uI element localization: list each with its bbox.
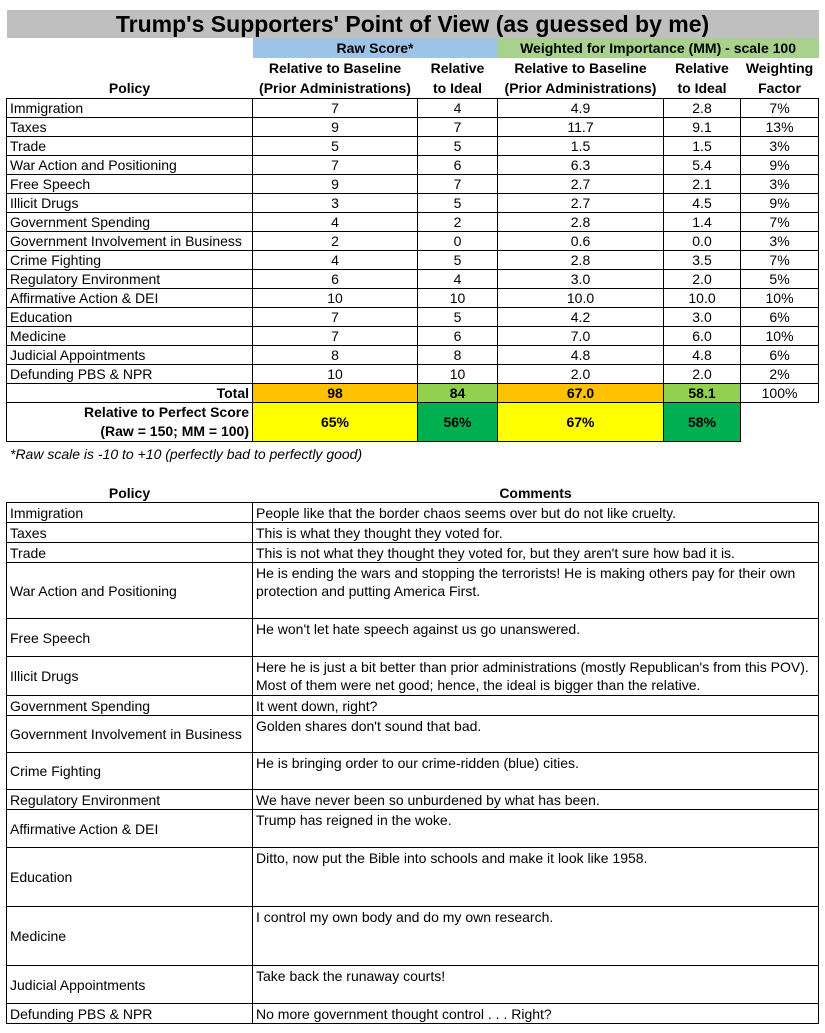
mm-baseline-cell: 11.7 — [498, 118, 664, 137]
mm-ideal-cell: 3.0 — [664, 308, 741, 327]
policy-cell: Affirmative Action & DEI — [7, 810, 253, 848]
mm-ideal-cell: 3.5 — [664, 251, 741, 270]
factor-cell: 7% — [741, 213, 819, 232]
list-item — [7, 907, 819, 966]
mm-baseline-cell: 1.5 — [498, 137, 664, 156]
raw-baseline-cell: 8 — [253, 346, 418, 365]
raw-baseline-cell: 3 — [253, 194, 418, 213]
mm-ideal-cell: 2.0 — [664, 365, 741, 384]
raw-baseline-cell: 4 — [253, 251, 418, 270]
list-item — [7, 716, 819, 753]
raw-ideal-cell: 4 — [418, 99, 498, 118]
factor-cell: 2% — [741, 365, 819, 384]
raw-ideal-header: Relative to Ideal — [430, 60, 485, 96]
raw-baseline-cell: 4 — [253, 213, 418, 232]
mm-ideal-cell: 6.0 — [664, 327, 741, 346]
policy-cell: Immigration — [7, 503, 253, 523]
policy-cell: Taxes — [7, 118, 253, 137]
list-item — [7, 503, 819, 523]
policy-cell: Immigration — [7, 99, 253, 118]
policy-cell: War Action and Positioning — [7, 563, 253, 619]
raw-baseline-cell: 7 — [253, 99, 418, 118]
table-row — [7, 156, 819, 175]
mm-ideal-cell: 4.5 — [664, 194, 741, 213]
comment-cell: We have never been so unburdened by what has been. — [253, 790, 819, 810]
table-row — [7, 251, 819, 270]
factor-cell: 3% — [741, 232, 819, 251]
policy-cell: Defunding PBS & NPR — [7, 1004, 253, 1024]
list-item — [7, 966, 819, 1004]
policy-cell: Judicial Appointments — [7, 346, 253, 365]
policy-cell: Illicit Drugs — [7, 657, 253, 696]
policy-cell: Crime Fighting — [7, 753, 253, 790]
comment-cell: People like that the border chaos seems over but do not like cruelty. — [253, 503, 819, 523]
mm-baseline-header: Relative to Baseline (Prior Administrations) — [504, 60, 657, 96]
policy-cell: Defunding PBS & NPR — [7, 365, 253, 384]
factor-cell: 5% — [741, 270, 819, 289]
raw-baseline-cell: 10 — [253, 289, 418, 308]
mm-baseline-cell: 2.8 — [498, 251, 664, 270]
perfect-score-label: Relative to Perfect Score (Raw = 150; MM = 100) — [7, 403, 253, 442]
policy-cell: Illicit Drugs — [7, 194, 253, 213]
policy-cell: Free Speech — [7, 619, 253, 657]
raw-score-header: Raw Score* — [253, 38, 498, 58]
policy-cell: Education — [7, 848, 253, 907]
mm-baseline-cell: 4.2 — [498, 308, 664, 327]
list-item — [7, 753, 819, 790]
comment-cell: I control my own body and do my own research. — [253, 907, 819, 966]
factor-cell: 6% — [741, 346, 819, 365]
policy-cell: Government Involvement in Business — [7, 232, 253, 251]
factor-header: Weighting Factor — [745, 60, 814, 96]
perfect-raw-ideal: 56% — [418, 403, 498, 442]
raw-ideal-cell: 10 — [418, 289, 498, 308]
mm-baseline-cell: 4.9 — [498, 99, 664, 118]
factor-cell: 13% — [741, 118, 819, 137]
comments-table — [6, 484, 819, 1024]
raw-ideal-cell: 5 — [418, 194, 498, 213]
comment-cell: It went down, right? — [253, 696, 819, 716]
factor-cell: 10% — [741, 289, 819, 308]
comment-cell: Golden shares don't sound that bad. — [253, 716, 819, 753]
total-raw-ideal: 84 — [418, 384, 498, 403]
table-row — [7, 137, 819, 156]
table-row — [7, 213, 819, 232]
raw-ideal-cell: 6 — [418, 327, 498, 346]
scores-table — [6, 10, 819, 442]
list-item — [7, 657, 819, 696]
policy-cell: War Action and Positioning — [7, 156, 253, 175]
comment-cell: He won't let hate speech against us go unanswered. — [253, 619, 819, 657]
comment-cell: No more government thought control . . . Right? — [253, 1004, 819, 1024]
mm-baseline-cell: 3.0 — [498, 270, 664, 289]
policy-column-header: Policy — [7, 484, 253, 503]
raw-baseline-cell: 7 — [253, 156, 418, 175]
comment-cell: Trump has reigned in the woke. — [253, 810, 819, 848]
list-item — [7, 790, 819, 810]
total-raw-baseline: 98 — [253, 384, 418, 403]
mm-ideal-cell: 2.8 — [664, 99, 741, 118]
raw-ideal-cell: 4 — [418, 270, 498, 289]
raw-baseline-cell: 5 — [253, 137, 418, 156]
table-row — [7, 118, 819, 137]
mm-ideal-cell: 10.0 — [664, 289, 741, 308]
list-item — [7, 1004, 819, 1024]
comment-cell: This is what they thought they voted for. — [253, 523, 819, 543]
policy-cell: Crime Fighting — [7, 251, 253, 270]
policy-cell: Taxes — [7, 523, 253, 543]
weighted-header: Weighted for Importance (MM) - scale 100 — [498, 38, 819, 58]
list-item — [7, 696, 819, 716]
raw-baseline-cell: 2 — [253, 232, 418, 251]
policy-cell: Government Involvement in Business — [7, 716, 253, 753]
raw-baseline-cell: 6 — [253, 270, 418, 289]
mm-baseline-cell: 2.7 — [498, 175, 664, 194]
policy-cell: Government Spending — [7, 213, 253, 232]
factor-cell: 3% — [741, 137, 819, 156]
factor-cell: 3% — [741, 175, 819, 194]
mm-ideal-cell: 1.5 — [664, 137, 741, 156]
mm-baseline-cell: 2.8 — [498, 213, 664, 232]
table-row — [7, 99, 819, 118]
mm-baseline-cell: 10.0 — [498, 289, 664, 308]
mm-ideal-cell: 0.0 — [664, 232, 741, 251]
raw-ideal-cell: 5 — [418, 137, 498, 156]
factor-cell: 9% — [741, 194, 819, 213]
table-row — [7, 194, 819, 213]
mm-baseline-cell: 4.8 — [498, 346, 664, 365]
table-row — [7, 308, 819, 327]
comment-cell: This is not what they thought they voted for, but they aren't sure how bad it is. — [253, 543, 819, 563]
total-mm-ideal: 58.1 — [664, 384, 741, 403]
raw-baseline-header: Relative to Baseline (Prior Administrations) — [259, 60, 411, 96]
mm-ideal-header: Relative to Ideal — [675, 60, 729, 96]
raw-baseline-cell: 7 — [253, 308, 418, 327]
policy-cell: Regulatory Environment — [7, 270, 253, 289]
mm-baseline-cell: 7.0 — [498, 327, 664, 346]
mm-baseline-cell: 0.6 — [498, 232, 664, 251]
mm-ideal-cell: 4.8 — [664, 346, 741, 365]
raw-ideal-cell: 10 — [418, 365, 498, 384]
mm-ideal-cell: 5.4 — [664, 156, 741, 175]
list-item — [7, 810, 819, 848]
raw-ideal-cell: 5 — [418, 308, 498, 327]
comment-cell: Take back the runaway courts! — [253, 966, 819, 1004]
policy-cell: Trade — [7, 137, 253, 156]
total-factor: 100% — [741, 384, 819, 403]
perfect-raw-baseline: 65% — [253, 403, 418, 442]
policy-cell: Affirmative Action & DEI — [7, 289, 253, 308]
scale-note: *Raw scale is -10 to +10 (perfectly bad to perfectly good) — [10, 446, 363, 462]
table-row — [7, 232, 819, 251]
mm-ideal-cell: 1.4 — [664, 213, 741, 232]
raw-baseline-cell: 9 — [253, 118, 418, 137]
comment-cell: Here he is just a bit better than prior administrations (mostly Republican's from this POV). Most of them were net good; hence, the ideal is bigger than the relative. — [253, 657, 819, 696]
table-row — [7, 175, 819, 194]
mm-ideal-cell: 2.0 — [664, 270, 741, 289]
perfect-mm-baseline: 67% — [498, 403, 664, 442]
mm-baseline-cell: 2.7 — [498, 194, 664, 213]
policy-cell: Regulatory Environment — [7, 790, 253, 810]
mm-baseline-cell: 6.3 — [498, 156, 664, 175]
table-row — [7, 365, 819, 384]
table-row — [7, 289, 819, 308]
table-row — [7, 270, 819, 289]
policy-cell: Judicial Appointments — [7, 966, 253, 1004]
comments-column-header: Comments — [253, 484, 819, 503]
raw-ideal-cell: 7 — [418, 175, 498, 194]
factor-cell: 7% — [741, 99, 819, 118]
factor-cell: 6% — [741, 308, 819, 327]
comment-cell: He is bringing order to our crime-ridden (blue) cities. — [253, 753, 819, 790]
list-item — [7, 563, 819, 619]
list-item — [7, 543, 819, 563]
perfect-mm-ideal: 58% — [664, 403, 741, 442]
policy-cell: Medicine — [7, 907, 253, 966]
raw-baseline-cell: 9 — [253, 175, 418, 194]
list-item — [7, 523, 819, 543]
raw-ideal-cell: 0 — [418, 232, 498, 251]
list-item — [7, 619, 819, 657]
total-label: Total — [7, 384, 253, 403]
policy-cell: Government Spending — [7, 696, 253, 716]
raw-ideal-cell: 6 — [418, 156, 498, 175]
total-mm-baseline: 67.0 — [498, 384, 664, 403]
policy-cell: Trade — [7, 543, 253, 563]
factor-cell: 9% — [741, 156, 819, 175]
mm-ideal-cell: 2.1 — [664, 175, 741, 194]
raw-ideal-cell: 7 — [418, 118, 498, 137]
policy-cell: Free Speech — [7, 175, 253, 194]
raw-ideal-cell: 2 — [418, 213, 498, 232]
policy-cell: Education — [7, 308, 253, 327]
sheet-title: Trump's Supporters' Point of View (as guessed by me) — [7, 10, 819, 38]
factor-cell: 10% — [741, 327, 819, 346]
raw-baseline-cell: 7 — [253, 327, 418, 346]
comment-cell: He is ending the wars and stopping the terrorists! He is making others pay for their own protection and putting America First. — [253, 563, 819, 619]
raw-baseline-cell: 10 — [253, 365, 418, 384]
policy-column-header: Policy — [108, 80, 151, 96]
list-item — [7, 848, 819, 907]
mm-baseline-cell: 2.0 — [498, 365, 664, 384]
table-row — [7, 327, 819, 346]
factor-cell: 7% — [741, 251, 819, 270]
comment-cell: Ditto, now put the Bible into schools and make it look like 1958. — [253, 848, 819, 907]
raw-ideal-cell: 5 — [418, 251, 498, 270]
mm-ideal-cell: 9.1 — [664, 118, 741, 137]
raw-ideal-cell: 8 — [418, 346, 498, 365]
table-row — [7, 346, 819, 365]
policy-cell: Medicine — [7, 327, 253, 346]
